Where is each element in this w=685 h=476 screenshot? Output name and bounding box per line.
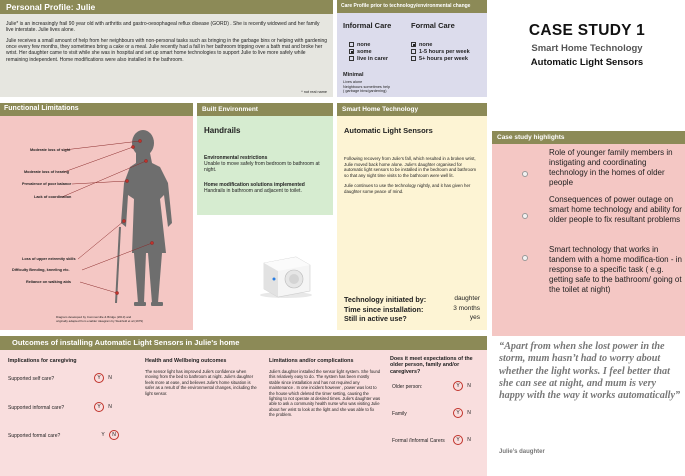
informal-option-none[interactable]: none <box>349 42 388 49</box>
fact-label: Technology initiated by: <box>344 295 427 304</box>
bullet-icon <box>522 213 528 219</box>
formal-option-5plus[interactable]: 5+ hours per week <box>411 56 470 63</box>
yes-no-selector[interactable] <box>94 373 116 383</box>
smart-home-subtitle: Automatic Light Sensors <box>344 126 433 135</box>
home-modification-heading: Home modification solutions implemented <box>204 182 305 188</box>
minimal-detail-1: Lives alone <box>343 80 363 84</box>
limitation-label-1: Moderate loss of sight <box>30 148 71 152</box>
built-environment-title: Built Environment <box>197 103 333 116</box>
no-option[interactable]: N <box>109 430 119 440</box>
limitation-label-3: Prevalence of poor balance <box>22 182 72 186</box>
expectations-heading: Does it meet expectations of the older person, family and/or caregivers? <box>390 356 473 375</box>
quote-attribution: Julie’s daughter <box>499 449 545 455</box>
bullet-icon <box>522 255 528 261</box>
case-study-highlights-panel <box>492 131 685 336</box>
personal-profile-panel <box>0 0 333 97</box>
smart-home-technology-panel <box>337 103 487 330</box>
formal-care-options <box>411 42 470 64</box>
yes-option[interactable]: Y <box>453 408 463 418</box>
functional-limitations-panel <box>0 103 193 330</box>
yes-option[interactable]: Y <box>94 402 104 412</box>
yes-option[interactable]: Y <box>453 435 463 445</box>
fact-label: Time since installation: <box>344 304 424 314</box>
built-environment-subtitle: Handrails <box>204 126 241 135</box>
informal-care-heading: Informal Care <box>343 21 392 30</box>
fact-value: 3 months <box>453 304 480 312</box>
limitation-label-4: Lack of coordination <box>34 195 72 199</box>
checkbox-icon[interactable] <box>349 56 354 61</box>
home-modification-text: Handrails in bathroom and adjacent to toilet. <box>204 188 302 194</box>
outcomes-title: Outcomes of installing Automatic Light Sensors in Julie's home <box>0 336 487 350</box>
minimal-label: Minimal <box>343 72 364 78</box>
expectation-row-2-label: Family <box>392 411 407 417</box>
yes-option[interactable]: Y <box>453 381 463 391</box>
care-profile-panel <box>337 0 487 97</box>
limitation-label-2: Moderate loss of hearing <box>24 170 69 174</box>
limitation-label-7: Reliance on walking aids <box>26 280 71 284</box>
bullet-icon <box>522 171 528 177</box>
profile-paragraph-1: Julie* is an increasingly frail 90 year old with arthritis and gastro-oesophageal reflux disease (GORD) . She is recently widowed and her family live interstate. Julie lives alone. <box>6 21 320 34</box>
no-option[interactable]: N <box>467 383 471 389</box>
formal-care-heading: Formal Care <box>411 21 455 30</box>
case-study-subtitle-2: Automatic Light Sensors <box>530 57 644 68</box>
smart-home-paragraph-1: Following recovery from Julie's fall, which resulted in a broken wrist, Julie moved back home alone. Julie's daughter organised for automatic light sensors to be installed in the bedroom and bathroom so that any night time visits to the bathroom were well lit. <box>344 156 477 178</box>
caregiving-row-1-label: Supported self care? <box>8 376 55 382</box>
no-option[interactable]: N <box>108 375 112 381</box>
health-wellbeing-text: The sensor light has improved Julie's confidence when moving from the bed to bathroom at night. Julie's daughter feels more at ease, and believes Julie's home situation is safer as a result of the environmental changes, including the light sensor. <box>145 369 257 396</box>
caregiving-row-3-label: Supported formal care? <box>8 433 61 439</box>
checkbox-icon[interactable] <box>349 42 354 47</box>
yes-option[interactable]: Y <box>101 432 105 438</box>
profile-footnote: * not real name <box>301 90 327 94</box>
profile-paragraph-2: Julie receives a small amount of help from her neighbours with non-personal tasks such as bringing in the garbage bins or helping with gardening once every few months, they sometimes bring a cake or a meal. Julie recently had a fall in her bathroom tripping over a bath mat and broke her wrist. Her daughter came to visit while she was in hospital and set up smart home technologies to support Julie to live more safely while remaining independent. Home modifications were also installed in the bathroom. <box>6 38 328 63</box>
minimal-detail-3: ( garbage bins/gardening) <box>343 89 387 93</box>
environmental-restrictions-text: Unable to move safely from bedroom to bathroom at night. <box>204 161 320 174</box>
functional-limitations-title: Functional Limitations <box>0 103 193 116</box>
daughter-quote: “Apart from when she lost power in the storm, mum hasn’t had to worry about whether the light works. I feel better that she can see at night, and mum is very happy with the way it works automatically” <box>499 341 681 402</box>
expectation-row-1-label: Older person: <box>392 384 423 390</box>
yes-option[interactable]: Y <box>94 373 104 383</box>
highlight-item-3: Smart technology that works in tandem with a home modifica-tion - in response to a specific task ( e.g. getting safe to the bathroom/ going ot the toilet at night) <box>549 245 682 294</box>
light-sensor-device-icon <box>256 251 316 301</box>
yes-no-selector[interactable] <box>453 408 475 418</box>
highlight-item-2: Consequences of power outage on smart home technology and ability for older people to fix resultant problems <box>549 195 682 224</box>
highlight-item-1: Role of younger family members in instigating and coordinating technology in the homes of older people <box>549 148 673 187</box>
informal-option-some[interactable]: some <box>349 49 388 56</box>
smart-home-paragraph-2: Julie continues to use the technology nightly, and it has given her daughter some peace of mind. <box>344 183 471 194</box>
older-person-silhouette-icon <box>0 103 193 330</box>
fact-row <box>344 305 480 315</box>
formal-option-none[interactable]: none <box>411 42 470 49</box>
fact-label: Still in active use? <box>344 314 407 323</box>
yes-no-selector[interactable] <box>98 430 120 440</box>
yes-no-selector[interactable] <box>453 435 475 445</box>
health-wellbeing-heading: Health and Wellbeing outcomes <box>145 358 227 364</box>
checkbox-icon[interactable] <box>411 42 416 47</box>
expectation-row-3-label: Formal /Informal Carers <box>392 438 445 444</box>
limitations-heading: Limitations and/or complications <box>269 358 354 364</box>
minimal-detail-2: Neighbours sometimes help <box>343 84 391 89</box>
fact-value: yes <box>469 314 480 321</box>
personal-profile-title: Personal Profile: Julie <box>0 0 333 14</box>
case-study-heading: CASE STUDY 1 <box>528 22 646 39</box>
yes-no-selector[interactable] <box>453 381 475 391</box>
fact-value: daughter <box>454 295 480 302</box>
informal-option-live-in[interactable]: live in carer <box>349 56 388 63</box>
limitation-label-6: Difficulty Bending, kneeling etc. <box>12 268 70 272</box>
environmental-restrictions-heading: Environmental restrictions <box>204 155 268 161</box>
checkbox-icon[interactable] <box>411 56 416 61</box>
limitation-label-5: Loss of upper extremity skills <box>22 257 76 261</box>
highlights-title: Case study highlights <box>492 131 685 144</box>
case-study-title-block <box>492 22 682 82</box>
limitations-text: Julie's daughter installed the sensor light system. She found this relatively easy to do. The system has been mostly stable since installation and has not required any maintenance . In one incident however , power was lost to the house which deleted the timer setting, causing the lighting to not operate at desired times. Julie's daughter was able to ask a community health nurse who was visiting Julie about her wrist to look at the light and she was able to fix the problem. <box>269 369 381 418</box>
diagram-credit-2: originally adapted from enabler ideagram by Steinfeld et al (1979) <box>56 319 144 323</box>
no-option[interactable]: N <box>467 410 471 416</box>
diagram-credit-1: Diagram developed by Commerville & Bridge (2013) and <box>56 315 132 319</box>
caregiving-heading: Implications for caregiving <box>8 358 77 364</box>
fact-row <box>344 314 480 324</box>
yes-no-selector[interactable] <box>94 402 116 412</box>
checkbox-icon[interactable] <box>411 49 416 54</box>
formal-option-1-5[interactable]: 1-5 hours per week <box>411 49 470 56</box>
informal-care-options <box>349 42 388 64</box>
smart-home-technology-title: Smart Home Technology <box>337 103 487 116</box>
caregiving-row-2-label: Supported informal care? <box>8 405 65 411</box>
no-option[interactable]: N <box>108 404 112 410</box>
outcomes-panel <box>0 336 487 476</box>
case-study-subtitle-1: Smart Home Technology <box>531 43 643 54</box>
no-option[interactable]: N <box>467 437 471 443</box>
care-profile-title: Care Profile prior to technology/environmental change <box>337 0 487 13</box>
fact-row <box>344 295 480 305</box>
checkbox-icon[interactable] <box>349 49 354 54</box>
built-environment-panel <box>197 103 333 215</box>
technology-facts <box>344 295 480 324</box>
